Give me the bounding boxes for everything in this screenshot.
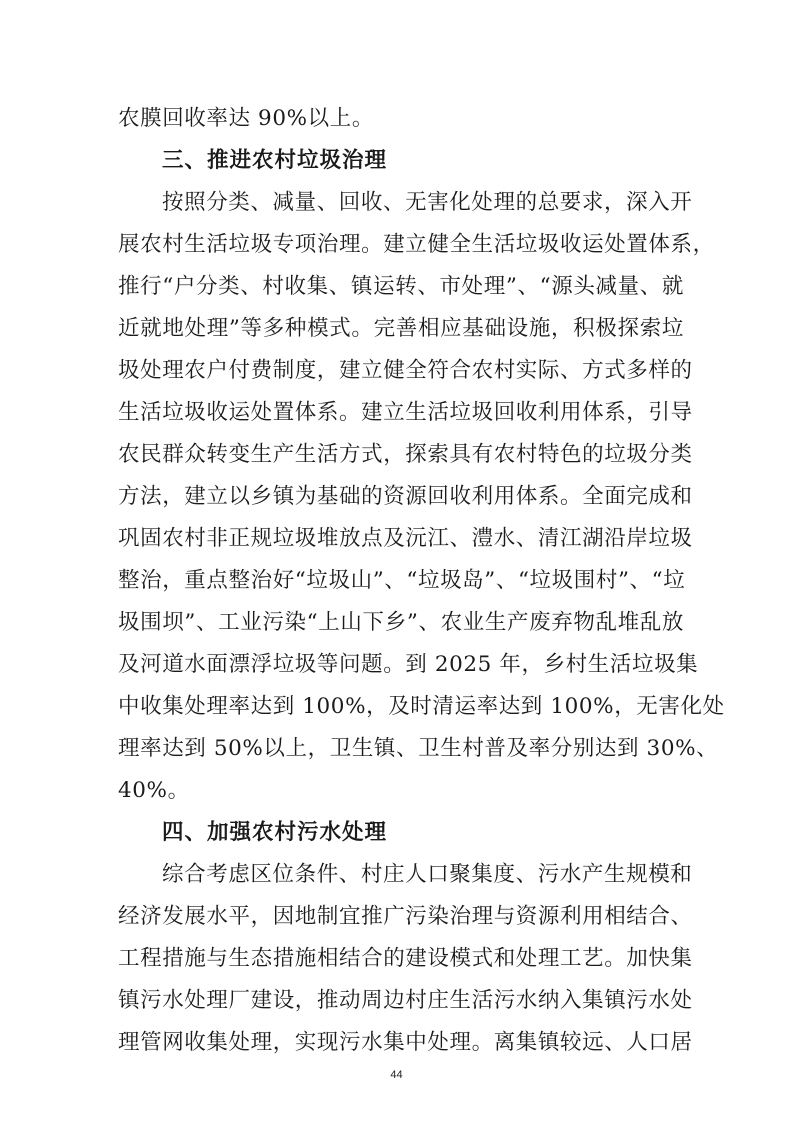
paragraph-line: 综合考虑区位条件、村庄人口聚集度、污水产生规模和 xyxy=(162,862,693,887)
paragraph-line: 方法，建立以乡镇为基础的资源回收利用体系。全面完成和 xyxy=(118,484,693,509)
paragraph-line: 中收集处理率达到 100%，及时清运率达到 100%，无害化处 xyxy=(118,694,725,719)
paragraph-line: 展农村生活垃圾专项治理。建立健全生活垃圾收运处置体系， xyxy=(118,232,715,257)
paragraph-line: 农民群众转变生产生活方式，探索具有农村特色的垃圾分类 xyxy=(118,442,693,467)
paragraph-line: 40%。 xyxy=(118,778,190,803)
paragraph-line: 镇污水处理厂建设，推动周边村庄生活污水纳入集镇污水处 xyxy=(118,988,693,1013)
section-heading: 三、推进农村垃圾治理 xyxy=(162,148,388,173)
paragraph-line: 工程措施与生态措施相结合的建设模式和处理工艺。加快集 xyxy=(118,946,693,971)
paragraph-line: 巩固农村非正规垃圾堆放点及沅江、澧水、清江湖沿岸垃圾 xyxy=(118,526,693,551)
paragraph-line: 农膜回收率达 90%以上。 xyxy=(118,106,374,131)
paragraph-line: 生活垃圾收运处置体系。建立生活垃圾回收利用体系，引导 xyxy=(118,400,693,425)
section-heading: 四、加强农村污水处理 xyxy=(162,820,388,845)
paragraph-line: 理率达到 50%以上，卫生镇、卫生村普及率分别达到 30%、 xyxy=(118,736,719,761)
paragraph-line: 推行“户分类、村收集、镇运转、市处理”、“源头减量、就 xyxy=(118,274,684,299)
paragraph-line: 圾围坝”、工业污染“上山下乡”、农业生产废弃物乱堆乱放 xyxy=(118,610,684,635)
paragraph-line: 理管网收集处理，实现污水集中处理。离集镇较远、人口居 xyxy=(118,1030,693,1055)
paragraph-line: 按照分类、减量、回收、无害化处理的总要求，深入开 xyxy=(162,190,693,215)
page-number: 44 xyxy=(390,1069,403,1081)
paragraph-line: 经济发展水平，因地制宜推广污染治理与资源利用相结合、 xyxy=(118,904,693,929)
paragraph-line: 及河道水面漂浮垃圾等问题。到 2025 年，乡村生活垃圾集 xyxy=(118,652,699,677)
paragraph-line: 圾处理农户付费制度，建立健全符合农村实际、方式多样的 xyxy=(118,358,693,383)
paragraph-line: 近就地处理”等多种模式。完善相应基础设施，积极探索垃 xyxy=(118,316,684,341)
paragraph-line: 整治，重点整治好“垃圾山”、“垃圾岛”、“垃圾围村”、“垃 xyxy=(118,568,686,593)
